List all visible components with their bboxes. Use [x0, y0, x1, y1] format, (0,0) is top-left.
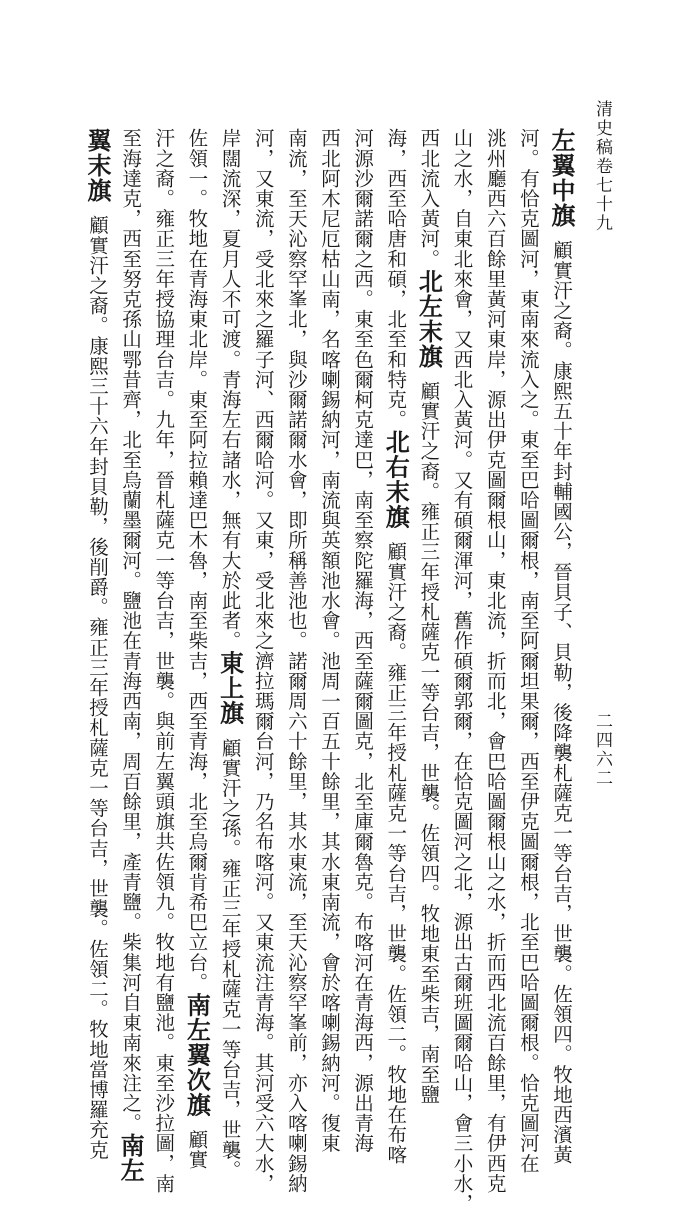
text-column: [215, 128, 245, 1180]
paragraph-text: 汗之裔。雍正三年授協理台吉。九年，晉札薩克一等台吉，世襲。與前左翼頭旗共佐領九。牧地有鹽池。東至沙拉圖，南: [152, 128, 176, 1194]
page-header-title: 清史稿卷七十九: [592, 100, 612, 233]
paragraph-text: 西北流入黃河。: [417, 128, 441, 269]
banner-heading: 北右末旗: [381, 429, 411, 530]
paragraph-text: 顧實汗之裔。雍正三年授札薩克一等台吉，世襲。佐領四。牧地東至柴吉，南至鹽: [417, 380, 441, 1105]
paragraph-text: 顧實汗之裔。雍正三年授札薩克一等台吉，世襲。佐領二。牧地在布喀: [384, 541, 408, 1165]
paragraph-text: 西北阿木尼厄枯山南，名喀喇錫納河，南流與英額池水會。池周一百五十餘里，其水東南流，會於喀喇錫納河。復東: [317, 128, 341, 1154]
text-column: [349, 128, 375, 1154]
text-column: [150, 128, 176, 1194]
paragraph-text: 河。有恰克圖河，東南來流入之。東至巴哈圖爾根，南至阿爾坦果爾，西至伊克圖爾根，北至巴哈圖爾根。恰克圖河在: [516, 128, 540, 1174]
text-column: [316, 128, 342, 1154]
paragraph-text: 河，又東流，受北來之羅子河、西爾哈河。又東，受北來之濟拉瑪爾台河，乃名布喀河。又東流注青海。其河受六大水，: [251, 128, 275, 1194]
paragraph-text: 岸闊流深，夏月人不可渡。青海左右諸水，無有大於此者。: [218, 128, 242, 651]
paragraph-text: 洮州廳西六百餘里黃河東岸，源出伊克圖爾根山，東北流，折而北，會巴哈圖爾根山之水，折而西北流百餘里，有伊西克: [483, 128, 507, 1194]
paragraph-text: 河源沙爾諾爾之西。東至色爾柯克達巴，南至察陀羅海，西至薩爾圖克，北至庫爾魯克。布喀河在青海西，源出青海: [351, 128, 375, 1154]
paragraph-text: 顧實: [185, 1129, 209, 1170]
paragraph-text: 顧實汗之裔。康熙五十年封輔國公，晉貝子、貝勒，後降襲札薩克一等台吉，世襲。佐領四。牧地西濱黃: [549, 240, 573, 1165]
banner-heading: 南左翼次旗: [182, 992, 212, 1118]
page-number: 二四六二: [592, 712, 612, 788]
paragraph-text: 顧實汗之裔。康熙三十六年封貝勒，後削爵。雍正三年授札薩克一等台吉，世襲。佐領二。牧地當博羅充克: [86, 215, 109, 1160]
banner-heading: 東上旗: [215, 650, 245, 726]
text-column: [250, 128, 276, 1194]
text-column: [449, 128, 475, 1213]
banner-heading: 左翼中旗: [546, 128, 576, 228]
banner-heading: 翼末旗: [83, 128, 112, 203]
banner-heading: 南左: [116, 1133, 146, 1183]
paragraph-text: 海，西至哈唐和碩，北至和特克。: [384, 128, 408, 430]
paragraph-text: 至海達克，西至努克孫山鄂昔齊，北至烏蘭墨爾河。鹽池在青海西南，周百餘里，產青鹽。柴集河自東南來注之。: [119, 128, 143, 1133]
paragraph-text: 山之水，自東北來會，又西北入黃河。又有碩爾渾河，舊作碩爾郭爾，在恰克圖河之北，源出古爾班圖爾哈山，會三小水，: [450, 128, 474, 1213]
text-column: [482, 128, 508, 1194]
text-body: [83, 128, 576, 1213]
text-column: [381, 128, 411, 1165]
text-column: [182, 128, 212, 1170]
paragraph-text: 南流，至天沁察罕峯北，與沙爾諾爾水會，即所稱善池也。諾爾周六十餘里，其水東流，至天沁察罕峯前，亦入喀喇錫納: [284, 128, 308, 1194]
paragraph-text: 顧實汗之孫。雍正三年授札薩克一等台吉，世襲。: [218, 737, 242, 1180]
text-column: [116, 128, 146, 1183]
text-column: [414, 128, 444, 1105]
text-column: [283, 128, 309, 1194]
text-column: [83, 128, 112, 1160]
paragraph-text: 佐領一。牧地在青海東北岸。東至阿拉賴達巴木魯，南至柴吉，西至青海，北至烏爾肯希巴立台。: [185, 128, 209, 993]
banner-heading: 北左末旗: [414, 268, 444, 369]
text-column: [515, 128, 541, 1174]
text-column: [546, 128, 576, 1165]
